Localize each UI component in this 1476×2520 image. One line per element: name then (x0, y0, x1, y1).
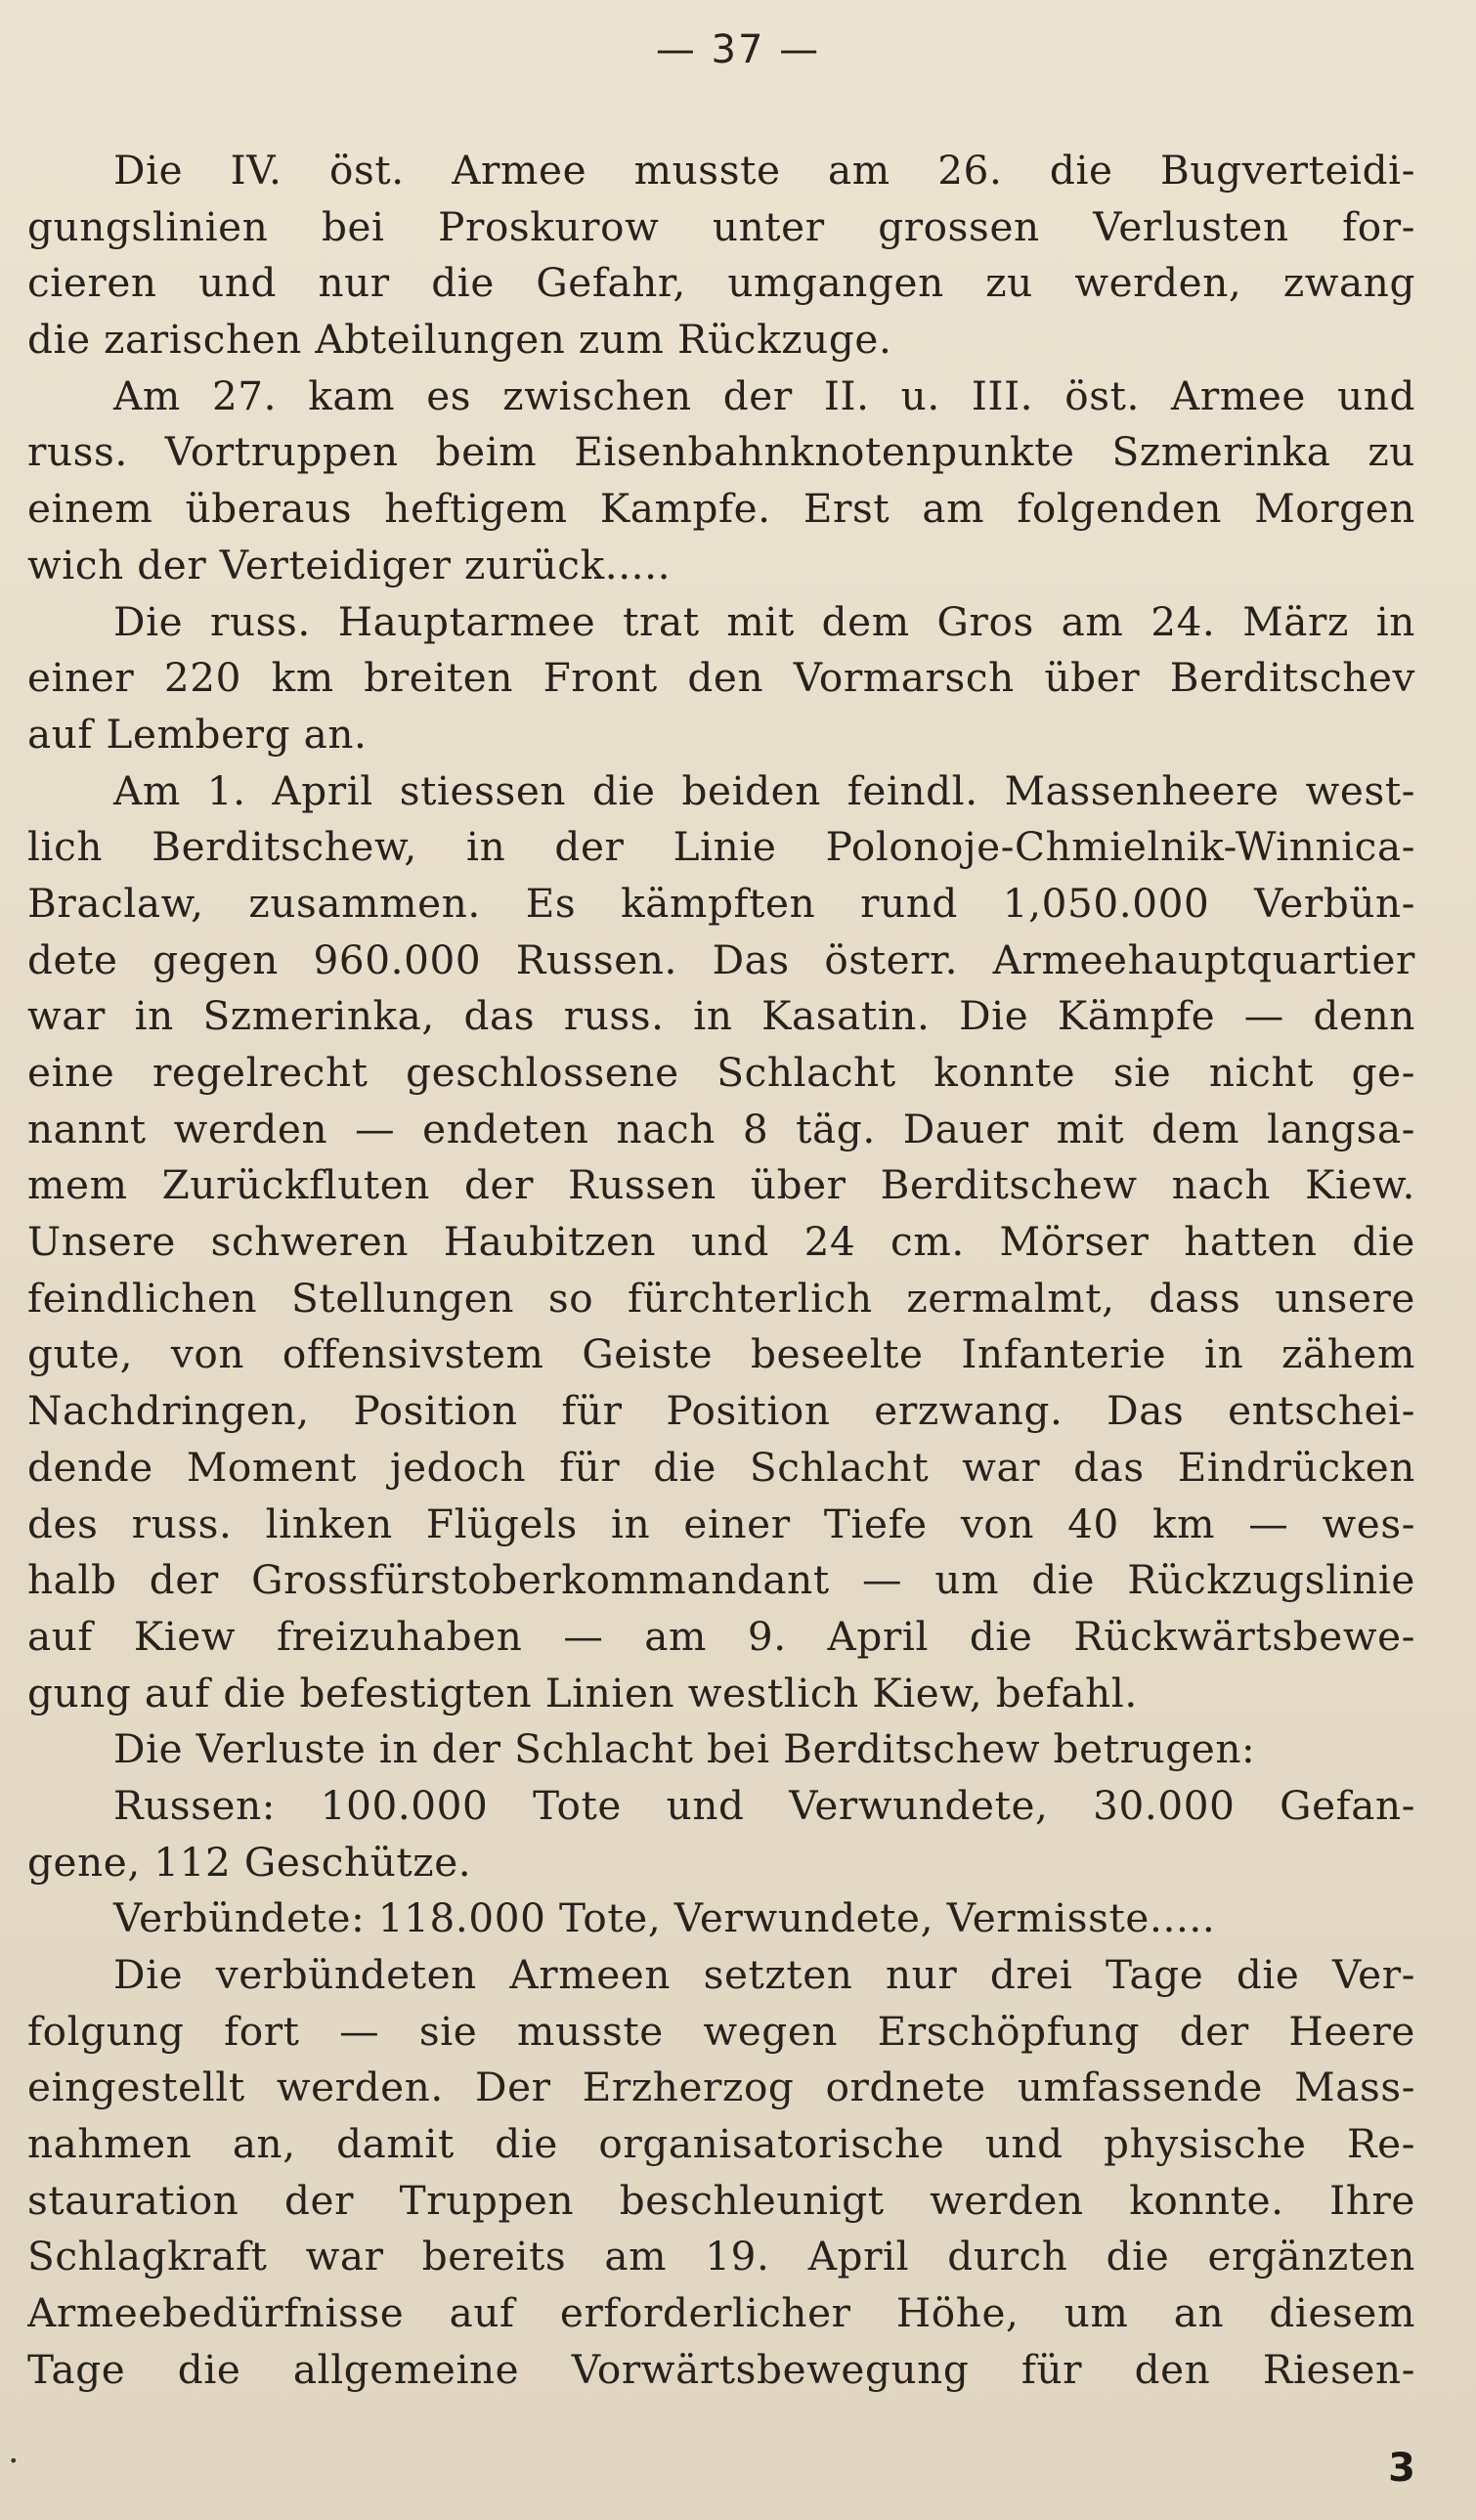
text-line: dete gegen 960.000 Russen. Das österr. Armeehauptquartier (27, 935, 1415, 983)
page-number-header: — 37 — (655, 27, 821, 72)
text-line: wich der Verteidiger zurück..... (27, 541, 672, 588)
text-line: eine regelrecht geschlossene Schlacht konnte sie nicht ge- (27, 1049, 1415, 1096)
text-line: Die russ. Hauptarmee trat mit dem Gros am 24. März in (113, 597, 1415, 645)
text-line: lich Berditschew, in der Linie Polonoje-Chmielnik-Winnica- (27, 823, 1415, 871)
text-line: eingestellt werden. Der Erzherzog ordnete umfassende Mass- (27, 2064, 1415, 2111)
text-line: dende Moment jedoch für die Schlacht war das Eindrücken (27, 1443, 1415, 1491)
margin-mark: . (8, 2431, 20, 2471)
text-line: folgung fort — sie musste wegen Erschöpfung der Heere (27, 2007, 1415, 2055)
text-line: halb der Grossfürstoberkommandant — um die Rückzugslinie (27, 1556, 1415, 1604)
text-line: auf Kiew freizuhaben — am 9. April die Rückwärtsbewe- (27, 1612, 1415, 1660)
text-line: Nachdringen, Position für Position erzwang. Das entschei- (27, 1387, 1415, 1435)
text-line: einer 220 km breiten Front den Vormarsch über Berditschev (27, 654, 1415, 702)
text-line: nahmen an, damit die organisatorische und physische Re- (27, 2120, 1415, 2168)
text-line: des russ. linken Flügels in einer Tiefe von 40 km — wes- (27, 1499, 1415, 1547)
text-line: nannt werden — endeten nach 8 täg. Dauer mit dem langsa- (27, 1105, 1415, 1152)
text-line: Die verbündeten Armeen setzten nur drei Tage die Ver- (113, 1951, 1415, 1998)
signature-mark: 3 (1388, 2446, 1415, 2491)
body-text (27, 143, 1415, 2399)
text-line: war in Szmerinka, das russ. in Kasatin. Die Kämpfe — denn (27, 992, 1415, 1040)
text-line: Die Verluste in der Schlacht bei Berditschew betrugen: (113, 1725, 1256, 1773)
text-line: gute, von offensivstem Geiste beseelte Infanterie in zähem (27, 1330, 1415, 1378)
text-line: Am 1. April stiessen die beiden feindl. Massenheere west- (113, 766, 1415, 814)
text-line: auf Lemberg an. (27, 710, 368, 758)
text-line: feindlichen Stellungen so fürchterlich zermalmt, dass unsere (27, 1274, 1415, 1322)
text-line: einem überaus heftigem Kampfe. Erst am folgenden Morgen (27, 485, 1415, 533)
text-line: Am 27. kam es zwischen der II. u. III. öst. Armee und (113, 371, 1415, 419)
text-line: Russen: 100.000 Tote und Verwundete, 30.000 Gefan- (113, 1781, 1415, 1829)
text-line: Verbündete: 118.000 Tote, Verwundete, Vermisste..... (113, 1894, 1216, 1942)
text-line: die zarischen Abteilungen zum Rückzuge. (27, 316, 892, 364)
text-line: gung auf die befestigten Linien westlich Kiew, befahl. (27, 1669, 1138, 1716)
text-line: gungslinien bei Proskurow unter grossen Verlusten for- (27, 202, 1415, 250)
text-line: Braclaw, zusammen. Es kämpften rund 1,050.000 Verbün- (27, 879, 1415, 927)
text-line: Armeebedürfnisse auf erforderlicher Höhe, um an diesem (27, 2289, 1415, 2337)
text-line: mem Zurückfluten der Russen über Berditschew nach Kiew. (27, 1161, 1415, 1209)
text-line: Tage die allgemeine Vorwärtsbewegung für den Riesen- (27, 2345, 1415, 2393)
text-line: russ. Vortruppen beim Eisenbahnknotenpunkte Szmerinka zu (27, 428, 1415, 476)
text-line: gene, 112 Geschütze. (27, 1838, 472, 1886)
text-line: Schlagkraft war bereits am 19. April durch die ergänzten (27, 2233, 1415, 2281)
text-line: cieren und nur die Gefahr, umgangen zu werden, zwang (27, 259, 1415, 307)
text-line: Unsere schweren Haubitzen und 24 cm. Mörser hatten die (27, 1218, 1415, 1266)
text-line: Die IV. öst. Armee musste am 26. die Bugverteidi- (113, 147, 1415, 194)
text-line: stauration der Truppen beschleunigt werden konnte. Ihre (27, 2176, 1415, 2224)
